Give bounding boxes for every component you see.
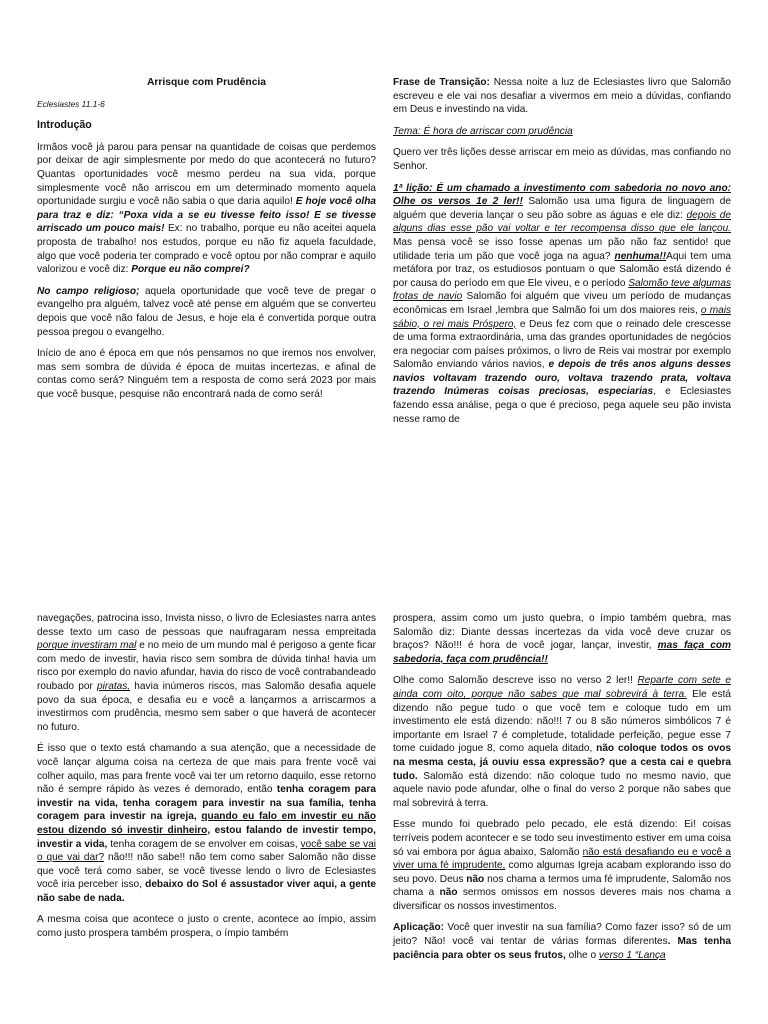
intro-heading: Introdução [37, 119, 92, 132]
text-run-underlined: Reparte com sete e ainda com oito, porque não sabes que mal sobrevirá à terra. [393, 675, 731, 700]
text-run: olhe o [565, 949, 599, 961]
text-run-underlined: Salomão teve algumas frotas de navio [393, 277, 731, 303]
text-run: Mas pensa você se isso fosse apenas um pão não faz sentido! que utilidade teria um pão que você joga na agua? [393, 236, 731, 262]
page1-left-column [37, 76, 376, 409]
text-run-underlined: piratas, [97, 680, 131, 692]
text-run: Olhe como Salomão descreve isso no verso 2 ler!! [393, 675, 638, 687]
text-run: É isso que o texto está chamando a sua atenção, que a necessidade de você lançar alguma coisa na certeza de que mais para frente você vai colher aquilo, mas para frente você vai ter um retorno daquilo, esse retorno não é sempre rápido às vezes é demorado, então [37, 743, 376, 796]
text-run-bold: . Mas tenha paciência para obter os seus frutos, [393, 936, 732, 961]
document-title: Arrisque com Prudência [146, 77, 267, 88]
text-run: não!!! não sabe!! não tem como saber Salomão não disse que você terá como saber, se você tivesse lendo o livro de Eclesiastes você iria perceber isso, [37, 852, 376, 891]
text-run: e Deus fez com que o reinado dele crescesse de uma forma extraordinária, uma das grandes oportunidades de negócios era negociar com países próximos, o livro de Reis vai mostrar por exemplo Salomão enviando vários navios, [393, 318, 731, 371]
application-paragraph [393, 921, 731, 962]
text-run-emphasis: E hoje você olha para traz e diz: “Poxa vida a se eu tivesse feito isso! E se tivesse arriscado um pouco mais! [37, 196, 376, 235]
text-run: Nessa noite a luz de Eclesiastes livro que Salomão escreveu e ele vai nos desafiar a vivermos em meio a dúvidas, confiando em Deus e investindo na vida. [393, 77, 732, 116]
three-lessons-paragraph: Quero ver três lições desse arriscar em meio as dúvidas, mas confiando no Senhor. [393, 147, 731, 172]
theme-heading: Tema: É hora de arriscar com prudência [393, 125, 573, 137]
text-run-emphasis: mas faça com sabedoria, faça com prudência!! [393, 640, 731, 665]
intro-paragraph-3: Início de ano é época em que nós pensamos no que iremos nos envolver, mas sem sombra de dúvida é época de muitas incertezas, e afinal de contas como será? Ninguém tem a resposta de como será 2023 por mais que você busque, pesquise não encontrará nada de como será! [37, 348, 376, 400]
text-run-underlined: o mais sábio, o rei mais Próspero, [393, 304, 732, 330]
text-run: Ele está dizendo não pegue tudo o que você tem e coloque tudo em um investimento ele está dizendo: não!!! 7 ou 8 são números simbólicos 7 é importante em Israel 7 é completude, totalidade perfeição, pegue esse 7 tome cuidado jogue 8, como aquela ditado, [393, 688, 732, 755]
body-paragraph-courage [37, 742, 376, 905]
lesson1-heading: 1ª lição: É um chamado a investimento com sabedoria no novo ano: Olhe os versos 1e 2 ler!! [393, 182, 731, 208]
text-run: Salomão foi alguém que viveu um período de mudanças econômicas em Israel ,lembra que Salmão foi um dos maiores reis, [393, 291, 731, 316]
text-run-emphasis: nenhuma!! [614, 250, 667, 262]
text-run: navegações, patrocina isso, Invista nisso, o livro de Eclesiastes narra antes desse texto um caso de pessoas que naufragaram nessa empreitada [37, 613, 376, 638]
text-run: e no meio de um mundo mal é perigoso a gente ficar com medo de investir, havia risco sem sombra de dúvida tinha! havia um risco por exemplo do navio afundar, havia do risco de você contrabandeado roubado por [37, 640, 377, 692]
body-paragraph-verse2 [393, 674, 731, 810]
text-run-bold: não [466, 873, 485, 885]
page2-right-column [393, 612, 731, 970]
text-run: Você quer investir na sua família? Como fazer isso? só de um jeito? Não! você vai tentar de várias formas diferentes [393, 922, 731, 948]
text-run: como algumas Igreja acabam explorando isso do seu povo. Deus [393, 860, 731, 885]
body-paragraph-just-impious: A mesma coisa que acontece o justo o crente, acontece ao ímpio, assim como justo prospera também prospera, o ímpio também [37, 914, 376, 940]
body-paragraph-navigations [37, 612, 376, 734]
text-run: nos chama a termos uma fé imprudente, Salomão nos chama a [393, 873, 731, 899]
text-run: Salomão usa uma figura de linguagem de alguém que deveria lançar o seu pão sobre as águas e ele diz: [393, 196, 731, 221]
page1-right-column [393, 76, 731, 434]
text-run-bold: não coloque todos os ovos na mesma cesta, já ouviu essa expressão? que a cesta cai e quebra tudo. [393, 743, 731, 782]
page2-left-column [37, 612, 376, 949]
text-run: sermos omissos em nossos deveres mais nos chama a diversificar os nossos investimentos. [393, 887, 731, 912]
intro-paragraph-1 [37, 141, 376, 277]
text-run: Esse mundo foi quebrado pelo pecado, ele está dizendo: Ei! coisas terríveis podem acontecer e se todo seu investimento estiver em uma coisa só vai embora por água abaixo, Salomão [393, 819, 731, 858]
lesson1-paragraph [393, 182, 731, 427]
text-run-bold-underlined: quando eu falo em investir eu não estou dizendo só investir dinheiro, [37, 811, 376, 836]
text-run: aquela oportunidade que você teve de pregar o evangelho pra alguém, talvez você até pense em alguém que se converteu depois que você não falou de Jesus, e hoje ela é convertida porque outra pessoa pregou o evangelho. [37, 285, 376, 338]
text-run: tenha coragem de se envolver em coisas, [107, 838, 301, 850]
text-run: Salomão está dizendo: não coloque tudo no mesmo navio, que aquele navio pode afundar, olhe o final do verso 2 porque não sabes que mal sobrevirá à terra. [393, 770, 731, 809]
text-run-underlined: verso 1 “Lança [598, 949, 666, 961]
scripture-reference: Eclesiastes 11.1-6 [37, 98, 105, 109]
application-label: Aplicação: [393, 922, 445, 934]
text-run-bold: debaixo do Sol é assustador viver aqui, a gente não sabe de nada. [37, 879, 377, 904]
body-paragraph-broken-world [393, 818, 731, 913]
text-run-bold: não [439, 887, 458, 899]
text-run-bold: tenha coragem para investir na vida, tenha coragem para investir na sua família, tenha coragem para investir na igreja, [37, 784, 376, 823]
text-run-underlined: porque investiram mal [37, 640, 137, 652]
text-run-emphasis: e depois de três anos alguns desses navios voltavam trazendo ouro, voltava trazendo prata, voltava trazendo Inúmeras coisas preciosas, especiarias [393, 359, 731, 398]
body-paragraph-prudence [393, 612, 731, 666]
text-run-underlined: não está desafiando eu e você a viver uma fé imprudente, [393, 846, 731, 872]
text-run-underlined: depois de alguns dias esse pão vai voltar e ter recompensa disso que ele lançou. [393, 209, 731, 235]
text-run: havia inúmeros riscos, mas Salomão desafia aquele povo da sua época, e desafia eu e você a lançarmos a arriscarmos a investirmos com prudência, mesmo sem saber o que haverá de acontecer no futuro. [37, 680, 377, 733]
text-run: Irmãos você já parou para pensar na quantidade de coisas que perdemos por deixar de agir simplesmente por medo do que acontecerá no futuro? Quantas oportunidades você mesmo perdeu na sua vida, porque simplesmente você não arriscou em um determinado momento aquela oportunidade surgiu e você não sabia o que daria aquilo! [37, 141, 376, 208]
text-run-underlined: você sabe se vai o que vai dar? [37, 838, 376, 864]
transition-label: Frase de Transição: [393, 77, 490, 88]
text-run: , e Eclesiastes fazendo essa análise, pega o que é precioso, pega aquele seu pão invista nesse ramo de [393, 386, 731, 425]
text-run: Aqui tem uma metáfora por traz, os estudiosos pontuam o que Salomão está dizendo é por causa do período em que Ele viveu, e o período [393, 250, 731, 289]
intro-paragraph-2 [37, 285, 376, 339]
text-run: Ex: no trabalho, porque eu não aceitei aquela proposta de trabalho! nos estudos, porque eu não fiz aquela faculdade, algo que você poderia ter comprado e você optou por não comprar e aquilo valorizou e você diz: [37, 223, 376, 276]
text-run: prospera, assim como um justo quebra, o ímpio também quebra, mas Salomão diz: Diante dessas incertezas da vida você deve cruzar os braços? Não!!! é hora de você jogar, lançar, investir, [393, 613, 731, 652]
transition-paragraph [393, 76, 731, 117]
text-run-bold: estou falando de investir tempo, investir a vida, [37, 824, 376, 850]
text-run-emphasis: Porque eu não comprei? [131, 264, 250, 276]
text-run-emphasis: No campo religioso; [37, 285, 140, 297]
document-page-2 [0, 592, 768, 1024]
